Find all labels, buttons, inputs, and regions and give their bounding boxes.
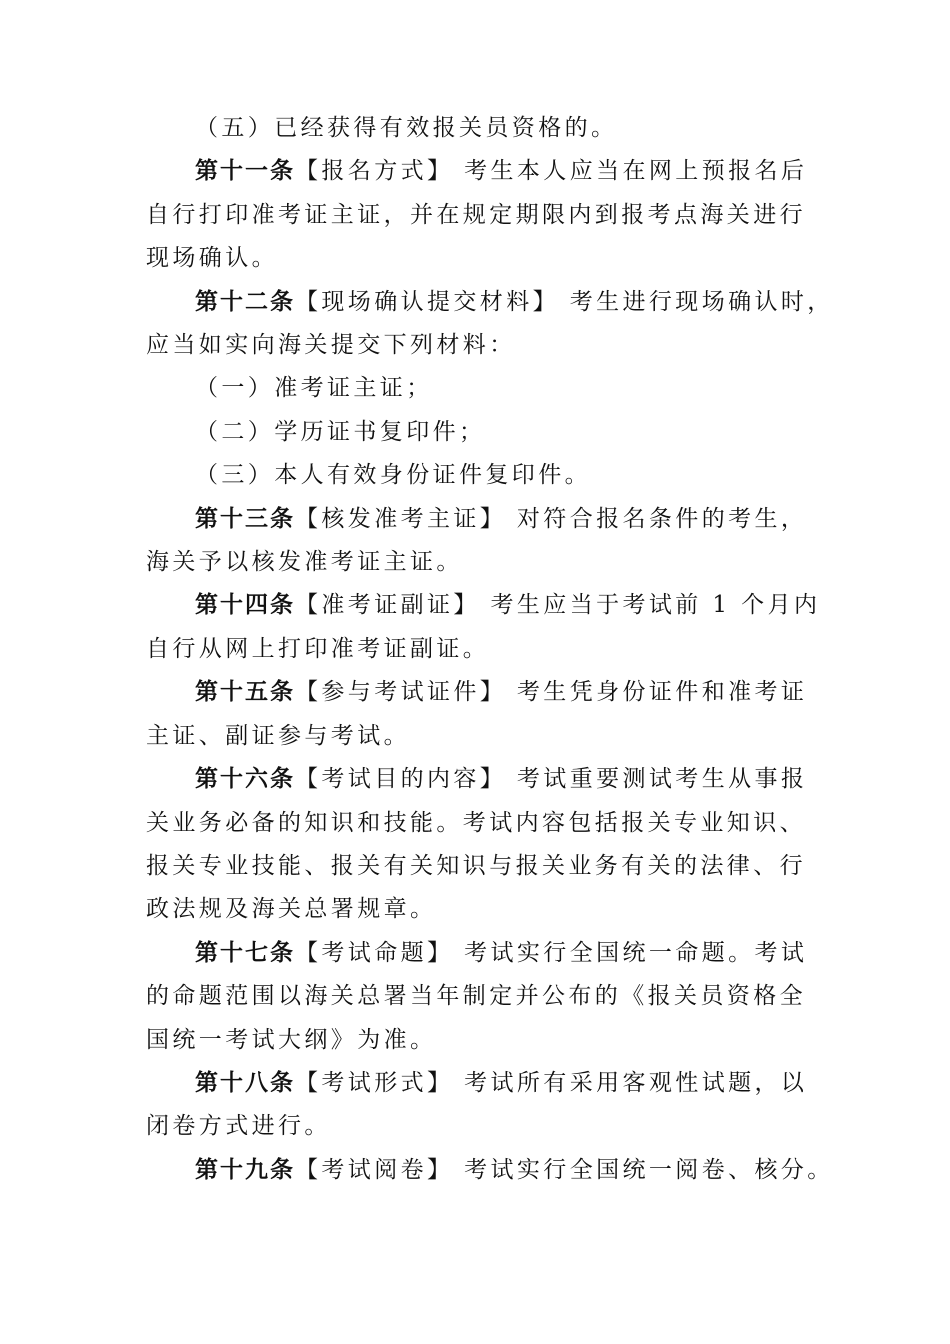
text-line [146,150,826,193]
line-text: （二）学历证书复印件； [195,418,486,445]
line-text: （五）已经获得有效报关员资格的。 [195,115,618,141]
line-text: 【考试目的内容】 考试重要测试考生从事报 [295,766,808,793]
text-line [146,888,826,931]
line-text: 【考试形式】 考试所有采用客观性试题，以 [295,1069,808,1096]
article-number: 第十三条 [195,505,295,532]
text-line [146,411,826,454]
line-text: 主证、副证参与考试。 [146,722,410,749]
article-number: 第十二条 [195,288,295,315]
line-text: 【考试阅卷】 考试实行全国统一阅卷、核分。 [295,1156,834,1183]
text-line [146,1149,834,1192]
line-text: （三）本人有效身份证件复印件。 [195,462,591,489]
text-line [146,845,826,888]
text-line [146,281,834,324]
line-text: 报关专业技能、报关有关知识与报关业务有关的法律、行 [146,852,806,879]
text-line [146,671,826,714]
line-text: 【准考证副证】 考生应当于考试前 1 个月内 [295,592,821,619]
text-line [146,454,826,497]
article-number: 第十七条 [195,939,295,966]
line-text: 应当如实向海关提交下列材料： [146,332,516,359]
text-line [146,975,826,1018]
article-number: 第十六条 [195,766,295,793]
line-text: 【核发准考主证】 对符合报名条件的考生， [295,505,808,532]
text-line [146,107,826,150]
line-text: 国统一考试大纲》为准。 [146,1026,437,1053]
text-line [146,498,826,541]
line-text: 海关予以核发准考证主证。 [146,549,463,576]
text-line [146,715,826,758]
text-line [146,932,826,975]
text-line [146,1062,826,1105]
text-line [146,758,826,801]
document-body [146,107,834,1192]
text-line [146,367,826,410]
text-line [146,1019,826,1062]
text-line [146,1105,826,1148]
line-text: 自行打印准考证主证，并在规定期限内到报考点海关进行 [146,201,806,228]
line-text: 自行从网上打印准考证副证。 [146,635,490,662]
text-line [146,802,826,845]
article-number: 第十九条 [195,1156,295,1183]
text-line [146,628,826,671]
article-number: 第十五条 [195,679,295,706]
line-text: （一）准考证主证； [195,375,433,402]
line-text: 【参与考试证件】 考生凭身份证件和准考证 [295,679,808,706]
article-number: 第十四条 [195,592,295,619]
line-text: 的命题范围以海关总署当年制定并公布的《报关员资格全 [146,983,806,1010]
text-line [146,237,826,280]
text-line [146,541,826,584]
line-text: 现场确认。 [146,245,278,272]
text-line [146,194,826,237]
line-text: 闭卷方式进行。 [146,1113,331,1140]
article-number: 第十一条 [195,158,295,185]
article-number: 第十八条 [195,1069,295,1096]
line-text: 【报名方式】 考生本人应当在网上预报名后 [295,158,808,185]
line-text: 关业务必备的知识和技能。考试内容包括报关专业知识、 [146,809,806,836]
line-text: 政法规及海关总署规章。 [146,896,437,923]
line-text: 【考试命题】 考试实行全国统一命题。考试 [295,939,808,966]
line-text: 【现场确认提交材料】 考生进行现场确认时， [295,288,834,315]
text-line [146,584,826,627]
text-line [146,324,826,367]
